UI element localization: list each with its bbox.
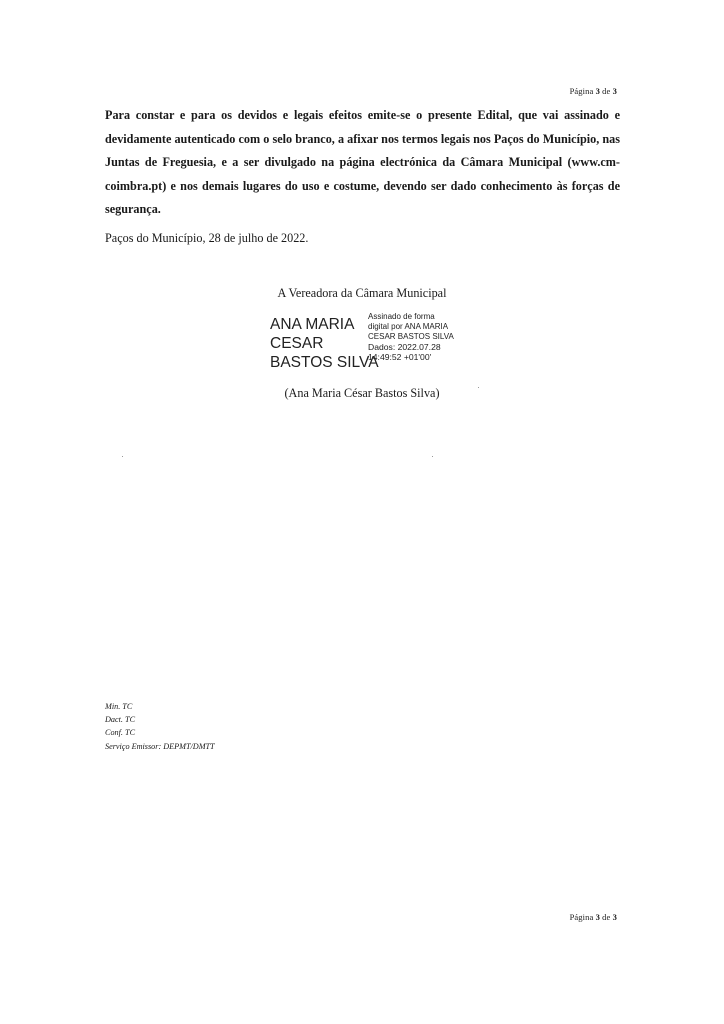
page-number-top <box>570 86 617 96</box>
digital-signature-name <box>270 315 379 372</box>
footer-code-line: Dact. TC <box>105 715 136 725</box>
signature-role: A Vereadora da Câmara Municipal <box>277 286 447 300</box>
page-number-bottom <box>570 912 617 922</box>
page-number-current: 3 <box>595 912 600 922</box>
signature-detail-line: digital por ANA MARIA <box>368 322 449 331</box>
scan-speck <box>122 456 123 457</box>
signature-name-line: ANA MARIA <box>270 316 355 333</box>
signature-detail-line: Assinado de forma <box>368 312 435 321</box>
date-line: Paços do Município, 28 de julho de 2022. <box>105 231 309 245</box>
signature-name-line: BASTOS SILVA <box>270 354 379 371</box>
signer-full-name: (Ana Maria César Bastos Silva) <box>284 386 440 400</box>
page-number-current: 3 <box>595 86 600 96</box>
footer-codes <box>105 700 215 753</box>
digital-signature-details <box>368 312 454 362</box>
signature-detail-line: 14:49:52 +01'00' <box>368 352 432 362</box>
page-number-total: 3 <box>612 912 617 922</box>
page-number-total: 3 <box>612 86 617 96</box>
page-number-separator: de <box>602 86 611 96</box>
scan-speck <box>432 456 433 457</box>
body-paragraph: Para constar e para os devidos e legais efeitos emite-se o presente Edital, que vai assinado e devidamente autenticado com o selo branco, a afixar nos termos legais nos Paços do Município, nas Juntas de Freguesia, e a ser divulgado na página electrónica da Câmara Municipal (www.cm-coimbra.pt) e nos demais lugares do uso e costume, devendo ser dado conhecimento às forças de segurança. <box>105 108 620 216</box>
signature-name-line: CESAR <box>270 335 324 352</box>
footer-code-line: Min. TC <box>105 702 133 711</box>
signature-detail-line: Dados: 2022.07.28 <box>368 342 441 352</box>
footer-code-line: Conf. TC <box>105 728 136 738</box>
footer-code-line: Serviço Emissor: DEPMT/DMTT <box>105 741 215 751</box>
signature-detail-line: CESAR BASTOS SILVA <box>368 332 454 341</box>
scan-speck <box>478 387 479 388</box>
page-number-separator: de <box>602 912 611 922</box>
page-number-prefix: Página <box>569 86 594 96</box>
page-number-prefix: Página <box>569 912 594 922</box>
